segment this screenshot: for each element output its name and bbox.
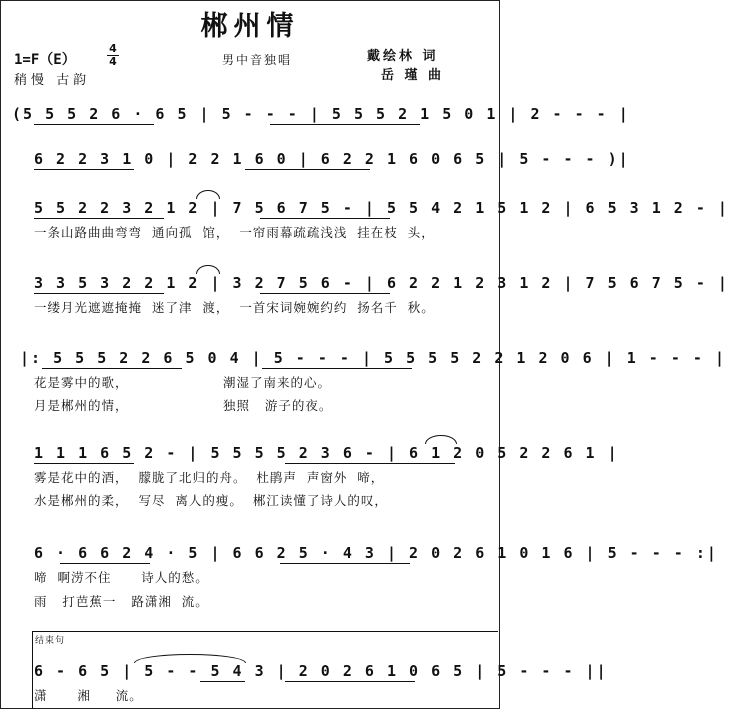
beam-line [200, 681, 245, 682]
lyricist-credit: 戴绘林 词 [367, 49, 439, 64]
notation-row-6: 1 1 1 6 5 2 - | 5 5 5 5 2 3 6 - | 6 1 2 0 5 2 2 6 1 | [34, 444, 619, 462]
lyric-row-6a: 雾是花中的酒， 朦胧了北归的舟。 杜鹃声 声窗外 啼， [34, 470, 385, 485]
time-signature [106, 43, 120, 68]
beam-line [262, 368, 412, 369]
time-signature-top: 4 [109, 42, 117, 55]
beam-line [285, 681, 415, 682]
key-signature: 1=F（E） [14, 52, 76, 68]
composer-credit: 岳 瑾 曲 [381, 68, 445, 83]
beam-line [245, 169, 370, 170]
beam-line [260, 293, 390, 294]
time-signature-bottom: 4 [109, 55, 117, 68]
beam-line [34, 218, 164, 219]
lyric-row-6b: 水是郴州的柔， 写尽 离人的瘦。 郴江读懂了诗人的叹， [34, 493, 388, 508]
beam-line [260, 218, 390, 219]
coda-label: 结束句 [35, 636, 66, 646]
beam-line [34, 124, 154, 125]
beam-line [34, 463, 134, 464]
beam-line [270, 124, 420, 125]
song-title: 郴州情 [200, 11, 300, 42]
lyric-row-5b: 月是郴州的情， 独照 游子的夜。 [34, 398, 333, 413]
beam-line [280, 563, 410, 564]
beam-line [34, 169, 134, 170]
notation-row-7: 6 · 6 6 2 4 · 5 | 6 6 2 5 · 4 3 | 2 0 2 6 1 0 1 6 | 5 - - - :| [34, 544, 718, 562]
notation-row-1: (5 5 5 2 6 · 6 5 | 5 - - - | 5 5 5 2 1 5 0 1 | 2 - - - | [12, 105, 630, 123]
notation-row-2: 6 2 2 3 1 0 | 2 2 1 6 0 | 6 2 2 1 6 0 6 5 | 5 - - - )| [34, 150, 630, 168]
performer-label: 男中音独唱 [222, 53, 293, 67]
lyric-row-4: 一缕月光遮遮掩掩 迷了津 渡， 一首宋词婉婉约约 扬名千 秋。 [34, 300, 435, 315]
notation-row-3: 5 5 2 2 3 2 1 2 | 7 5 6 7 5 - | 5 5 4 2 1 5 1 2 | 6 5 3 1 2 - | [34, 199, 729, 217]
beam-line [60, 563, 150, 564]
notation-row-8: 6 - 6 5 | 5 - - 5 4 3 | 2 0 2 6 1 0 6 5 | 5 - - - || [34, 662, 608, 680]
beam-line [42, 368, 182, 369]
lyric-row-7b: 雨 打芭蕉一 路潇湘 流。 [34, 594, 209, 609]
lyric-row-5a: 花是雾中的歌， 潮湿了南来的心。 [34, 375, 331, 390]
lyric-row-3: 一条山路曲曲弯弯 通向孤 馆， 一帘雨幕疏疏浅浅 挂在枝 头， [34, 225, 435, 240]
beam-line [285, 463, 455, 464]
lyric-row-8: 潇 湘 流。 [34, 688, 143, 703]
lyric-row-7a: 啼 啊涝不住 诗人的愁。 [34, 570, 209, 585]
tempo-marking: 稍慢 古韵 [14, 73, 91, 88]
notation-row-5: |: 5 5 5 2 2 6 5 0 4 | 5 - - - | 5 5 5 5 2 2 1 2 0 6 | 1 - - - | [20, 349, 726, 367]
beam-line [34, 293, 164, 294]
notation-row-4: 3 3 5 3 2 2 1 2 | 3 2 7 5 6 - | 6 2 2 1 2 3 1 2 | 7 5 6 7 5 - | [34, 274, 729, 292]
